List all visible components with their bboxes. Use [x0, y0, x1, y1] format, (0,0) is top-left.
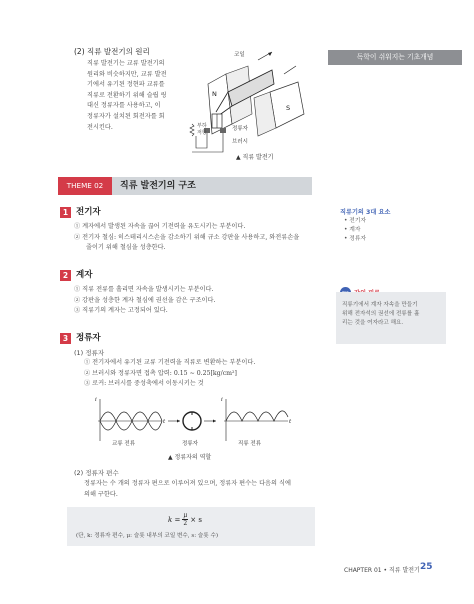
fig2-axis-i-ac: i: [95, 397, 97, 403]
fig2-commutator-label: 정류자: [182, 441, 198, 447]
sidebar-block-list: [344, 217, 366, 244]
sidebar-block-title: 직류기의 3대 요소: [340, 209, 391, 216]
formula-note: (단, k: 정류자 편수, μ: 슬롯 내부의 코일 변수, s: 슬롯 수): [76, 533, 219, 539]
fig2-dc-label: 직류 전류: [238, 441, 262, 447]
formula: [168, 512, 202, 527]
principle-line: 직류 발전기는 교류 발전기의: [87, 60, 165, 67]
fig2-ac-label: 교류 전류: [112, 441, 136, 447]
footer-chapter: CHAPTER 01 • 직류 발전기: [344, 567, 420, 574]
sidebar-block-item: • 계자: [344, 227, 361, 233]
subheading-segment-count: (2) 정류자 편수: [74, 469, 119, 477]
armature-list: [74, 222, 324, 254]
theme-tag: THEME 02: [58, 177, 112, 195]
list-item: ③ 로커: 브러시를 중성축에서 이동시키는 것: [84, 380, 204, 388]
section-number-2: 2: [60, 270, 71, 281]
fig2-axis-i-dc: i: [221, 397, 223, 403]
list-item: ② 브러시와 정류자면 접촉 압력: 0.15 ~ 0.25[kg/cm²]: [84, 369, 237, 377]
theme-title: 직류 발전기의 구조: [120, 181, 196, 191]
sidebar-header: 독학이 쉬워지는 기초개념: [328, 50, 462, 65]
fig1-n-pole-label: N: [212, 90, 217, 98]
lecture-line: 위해 전자석의 권선에 전류를 흘: [342, 311, 420, 317]
principle-line: 기에서 유기된 정현파 교류를: [87, 81, 165, 89]
list-item: 줄이기 위해 철심을 성층한다.: [86, 244, 166, 252]
footer-page-number: 25: [420, 562, 433, 572]
principle-line: 직류로 전환하기 위해 슬립 링: [87, 91, 167, 99]
section-number-1: 1: [60, 207, 71, 218]
formula-rhs: × s: [190, 515, 202, 524]
commutator-list: [84, 358, 324, 390]
lecture-line: 직류기에서 계자 자속을 만들기: [342, 302, 418, 308]
principle-line: 대신 정류자를 사용하고, 이: [87, 102, 161, 110]
formula-denominator: 2: [183, 520, 188, 527]
formula-lhs: k =: [168, 515, 181, 524]
subheading-commutator: (1) 정류자: [74, 349, 105, 357]
principle-line: 원리와 비슷하지만, 교류 발전: [87, 70, 167, 78]
figure2-caption: ▲ 정류자의 역할: [168, 454, 212, 461]
lecture-text: [342, 301, 446, 328]
fig1-load-label-2: 저항: [197, 130, 207, 136]
list-item: ② 강판을 성층한 계자 철심에 권선을 감은 구조이다.: [74, 296, 216, 304]
field-list: [74, 285, 324, 317]
segment-paragraph: [84, 479, 324, 500]
section-number-3: 3: [60, 333, 71, 344]
formula-numerator: μ: [183, 512, 188, 519]
section-title-field: 계자: [76, 270, 93, 280]
fig1-s-pole-label: S: [286, 104, 291, 112]
paragraph-line: 정류자는 수 개의 정류자 편으로 이루어져 있으며, 정류자 편수는 다음의 식에: [84, 480, 291, 487]
paragraph-line: 의해 구한다.: [84, 490, 118, 498]
list-item: ② 전기자 철심: 히스테리시스손을 감소하기 위해 규소 강판을 사용하고, 와전류손을: [74, 233, 300, 241]
lecture-line: 리는 것을 여자라고 해요.: [342, 320, 404, 326]
fig1-load-label: 부하: [197, 123, 207, 129]
sidebar-block-item: • 정류자: [344, 236, 367, 242]
commutator-role-figure: [92, 395, 312, 447]
list-item: ① 계자에서 발생된 자속을 끊어 기전력을 유도시키는 부분이다.: [74, 223, 246, 230]
section-title-armature: 전기자: [76, 207, 101, 217]
section-heading-dc-generator-principle: (2) 직류 발전기의 원리: [74, 47, 150, 56]
principle-line: 정류자가 설치된 회전자를 회: [87, 112, 165, 120]
fig1-coil-label: 코일: [234, 52, 245, 58]
section-title-commutator: 정류자: [76, 333, 101, 343]
dc-generator-figure: [188, 44, 318, 164]
fig1-brush-label: 브러시: [232, 139, 248, 145]
list-item: ① 전기자에서 유기된 교류 기전력을 직류로 변환하는 부분이다.: [84, 359, 256, 366]
fig2-axis-t-dc: t: [289, 419, 292, 425]
figure1-caption: ▲ 직류 발전기: [236, 154, 274, 161]
formula-fraction: [182, 512, 188, 527]
fig2-axis-t-ac: t: [163, 419, 166, 425]
list-item: ③ 직류기의 계자는 고정되어 있다.: [74, 307, 168, 315]
sidebar-block-item: • 전기자: [344, 218, 367, 224]
principle-line: 전시킨다.: [87, 123, 113, 131]
fig1-commutator-label: 정류자: [232, 126, 248, 132]
list-item: ① 직류 전류를 흘리면 자속을 발생시키는 부분이다.: [74, 286, 214, 293]
